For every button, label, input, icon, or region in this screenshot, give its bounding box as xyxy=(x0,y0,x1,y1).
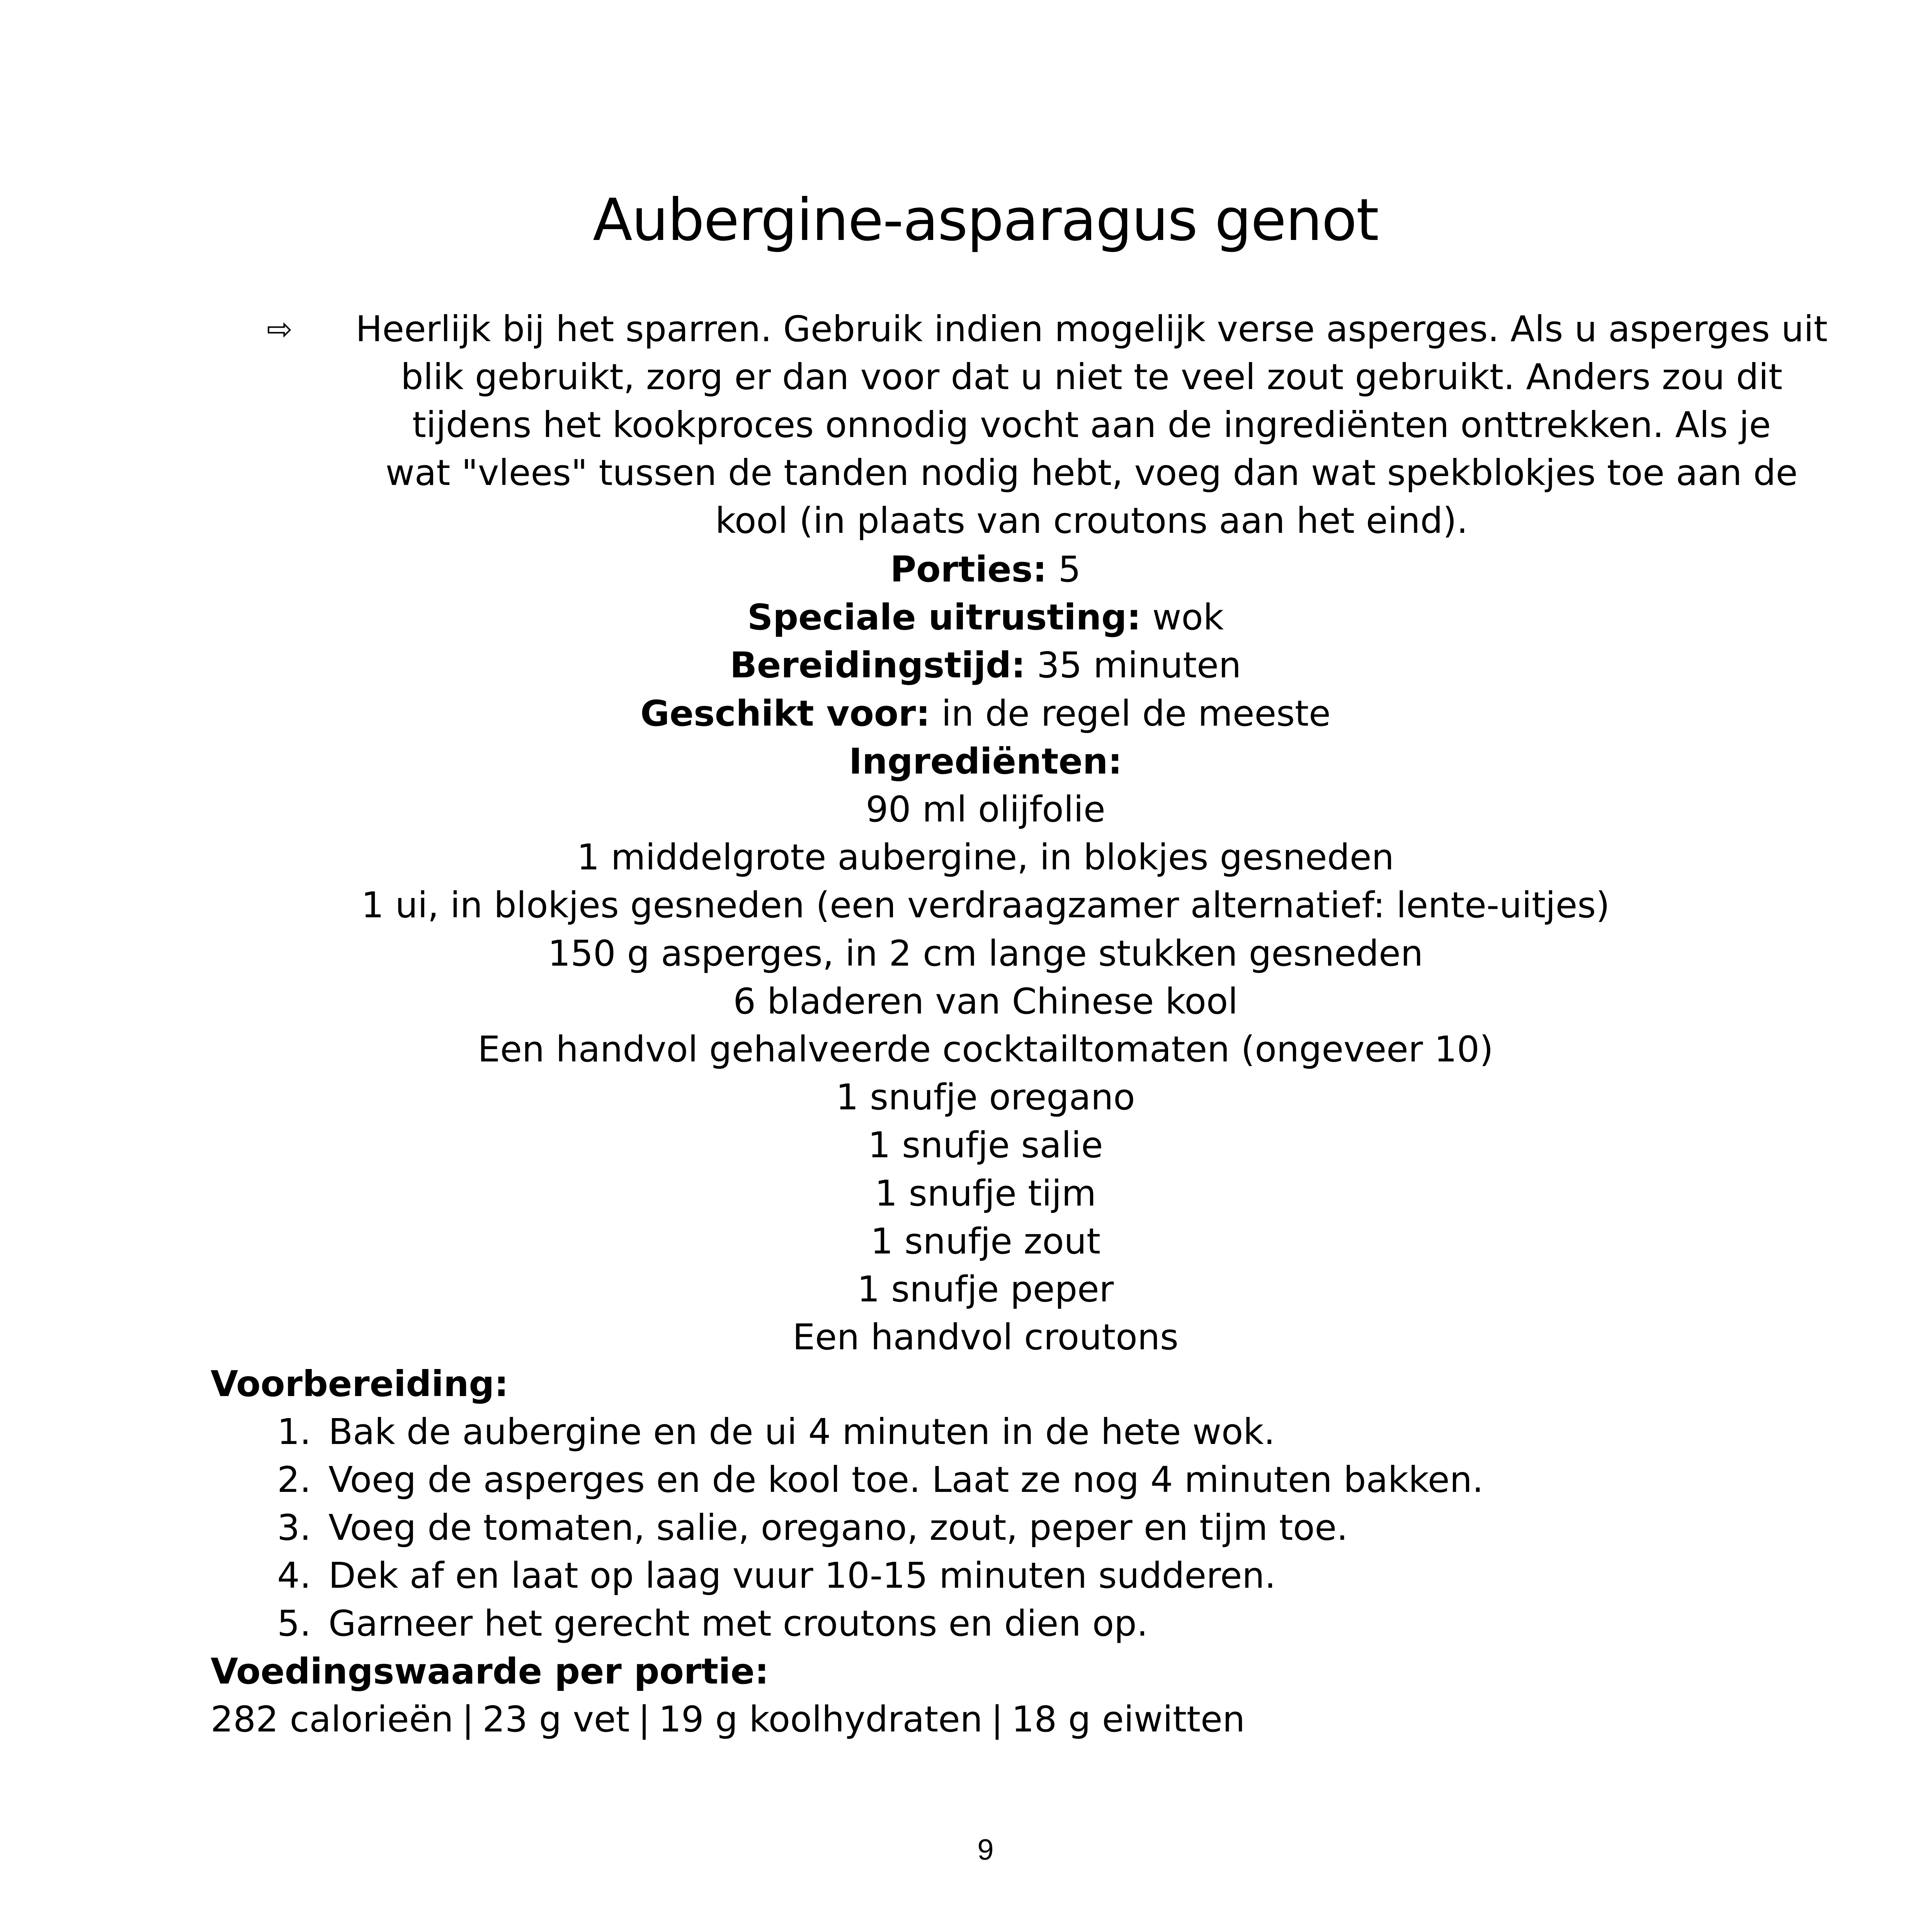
intro-line: tijdens het kookproces onnodig vocht aan de ingrediënten onttrekken. Als je xyxy=(412,404,1771,446)
step-item xyxy=(211,1504,1833,1552)
step-text: Voeg de asperges en de kool toe. Laat ze nog 4 minuten bakken. xyxy=(328,1459,1484,1500)
suitable-row xyxy=(0,690,1932,738)
equipment-value: wok xyxy=(1152,597,1224,638)
suitable-value: in de regel de meeste xyxy=(941,692,1331,734)
step-text: Bak de aubergine en de ui 4 minuten in de hete wok. xyxy=(328,1411,1275,1452)
step-text: Dek af en laat op laag vuur 10-15 minuten sudderen. xyxy=(328,1555,1276,1596)
step-number: 4. xyxy=(277,1555,311,1596)
ingredient-item: 1 snufje peper xyxy=(857,1269,1114,1310)
servings-value: 5 xyxy=(1058,549,1081,590)
arrow-right-outline-icon: ⇨ xyxy=(267,311,293,347)
ingredient-item: 1 snufje salie xyxy=(868,1124,1103,1166)
ingredient-item: 1 snufje tijm xyxy=(875,1172,1096,1214)
time-label: Bereidingstijd: xyxy=(730,645,1026,686)
preparation-steps xyxy=(211,1408,1833,1648)
step-item xyxy=(211,1408,1833,1456)
step-item xyxy=(211,1600,1833,1648)
ingredient-item: 1 snufje oregano xyxy=(836,1077,1135,1118)
nutrition-heading: Voedingswaarde per portie: xyxy=(211,1651,769,1692)
time-value: 35 minuten xyxy=(1037,645,1242,686)
step-number: 5. xyxy=(277,1603,311,1644)
step-text: Garneer het gerecht met croutons en dien op. xyxy=(328,1603,1148,1644)
step-item xyxy=(211,1552,1833,1600)
nutrition-separator: | xyxy=(638,1699,650,1740)
servings-label: Porties: xyxy=(890,549,1047,590)
nutrition-calories: 282 calorieën xyxy=(211,1699,454,1740)
intro-text xyxy=(332,305,1851,545)
nutrition-fat: 23 g vet xyxy=(482,1699,630,1740)
ingredients-heading: Ingrediënten: xyxy=(849,740,1122,782)
ingredient-item: 1 ui, in blokjes gesneden (een verdraagzamer alternatief: lente-uitjes) xyxy=(361,884,1610,926)
intro-line: Heerlijk bij het sparren. Gebruik indien mogelijk verse asperges. Als u asperges uit xyxy=(355,308,1828,350)
ingredient-item: 150 g asperges, in 2 cm lange stukken gesneden xyxy=(548,932,1423,974)
nutrition-separator: | xyxy=(462,1699,474,1740)
ingredient-item: Een handvol gehalveerde cocktailtomaten (ongeveer 10) xyxy=(478,1029,1493,1070)
preparation-heading: Voorbereiding: xyxy=(211,1363,509,1405)
ingredient-item: 6 bladeren van Chinese kool xyxy=(733,980,1238,1022)
ingredient-item: 1 middelgrote aubergine, in blokjes gesneden xyxy=(577,837,1394,878)
servings-row xyxy=(0,546,1932,594)
step-number: 1. xyxy=(277,1411,311,1452)
equipment-label: Speciale uitrusting: xyxy=(747,597,1141,638)
recipe-details xyxy=(0,546,1932,1361)
nutrition-protein: 18 g eiwitten xyxy=(1012,1699,1245,1740)
step-item xyxy=(211,1456,1833,1504)
ingredient-item: 90 ml olijfolie xyxy=(866,789,1105,830)
time-row xyxy=(0,641,1932,689)
nutrition-values xyxy=(211,1696,1245,1743)
step-number: 2. xyxy=(277,1459,311,1500)
nutrition-separator: | xyxy=(991,1699,1003,1740)
nutrition-carbs: 19 g koolhydraten xyxy=(658,1699,983,1740)
step-number: 3. xyxy=(277,1507,311,1548)
recipe-intro xyxy=(267,305,1851,545)
ingredient-item: 1 snufje zout xyxy=(870,1220,1101,1262)
recipe-title: Aubergine-asparagus genot xyxy=(593,187,1378,254)
intro-line: blik gebruikt, zorg er dan voor dat u niet te veel zout gebruikt. Anders zou dit xyxy=(401,356,1782,398)
intro-line: wat "vlees" tussen de tanden nodig hebt, voeg dan wat spekblokjes toe aan de xyxy=(385,452,1798,493)
step-text: Voeg de tomaten, salie, oregano, zout, peper en tijm toe. xyxy=(328,1507,1348,1548)
intro-line: kool (in plaats van croutons aan het eind). xyxy=(715,500,1468,541)
page-number: 9 xyxy=(977,1833,994,1866)
ingredient-item: Een handvol croutons xyxy=(793,1316,1179,1358)
suitable-label: Geschikt voor: xyxy=(640,692,930,734)
equipment-row xyxy=(0,594,1932,641)
